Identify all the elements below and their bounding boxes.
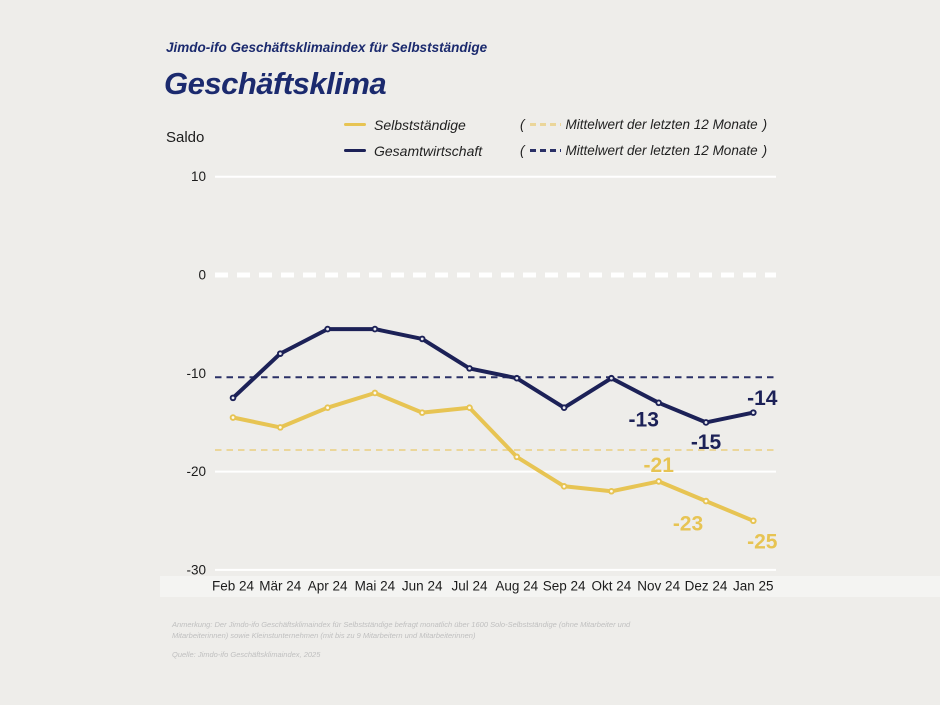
legend-item-selbststaendige bbox=[344, 117, 466, 132]
legend-item-gesamtwirtschaft bbox=[344, 143, 482, 158]
value-label: -21 bbox=[643, 453, 674, 477]
value-label: -14 bbox=[747, 387, 778, 411]
data-point-center bbox=[279, 352, 282, 355]
value-label: -25 bbox=[747, 530, 778, 554]
data-point-center bbox=[657, 480, 660, 483]
mean-label: Mittelwert der letzten 12 Monate bbox=[565, 143, 758, 158]
x-tick-label: Feb 24 bbox=[211, 578, 255, 594]
navy-dashed-swatch bbox=[530, 149, 561, 152]
x-tick-label: Nov 24 bbox=[637, 578, 681, 594]
data-point-center bbox=[232, 416, 235, 419]
footnote: Anmerkung: Der Jimdo-ifo Geschäftsklimaindex für Selbstständige befragt monatlich über 1600 Solo-Selbstständige (ohne Mitarbeiter und Mitarbeiterinnen) sowie Kleinstunternehmen (mit bis zu 9 Mitarbeitern und Mitarbeiterinnen) bbox=[172, 620, 631, 640]
paren-close: ) bbox=[762, 117, 768, 132]
x-tick-label: Dez 24 bbox=[684, 578, 728, 594]
data-point-center bbox=[326, 328, 329, 331]
value-label: -15 bbox=[690, 430, 722, 454]
yellow-line-swatch bbox=[344, 123, 366, 127]
x-tick-label: Jul 24 bbox=[451, 578, 488, 594]
x-tick-label: Apr 24 bbox=[307, 578, 348, 594]
x-tick-label: Sep 24 bbox=[542, 578, 586, 594]
mean-label: Mittelwert der letzten 12 Monate bbox=[565, 117, 758, 132]
navy-line-swatch bbox=[344, 149, 366, 153]
data-point-center bbox=[563, 485, 566, 488]
paren-open: ( bbox=[520, 143, 525, 158]
data-point-center bbox=[610, 377, 613, 380]
data-point-center bbox=[468, 406, 471, 409]
data-point-center bbox=[657, 401, 660, 404]
series-line-selbstständige bbox=[233, 393, 753, 521]
data-point-center bbox=[374, 328, 377, 331]
data-point-center bbox=[563, 406, 566, 409]
kicker: Jimdo-ifo Geschäftsklimaindex für Selbstständige bbox=[166, 40, 488, 55]
y-tick-label: -10 bbox=[186, 365, 206, 381]
value-label: -23 bbox=[672, 512, 704, 536]
data-point-center bbox=[421, 337, 424, 340]
data-point-center bbox=[752, 519, 755, 522]
yellow-dashed-swatch bbox=[530, 123, 561, 126]
y-tick-label: -30 bbox=[186, 562, 206, 578]
paren-close: ) bbox=[762, 143, 768, 158]
y-tick-label: -20 bbox=[186, 464, 206, 480]
paren-open: ( bbox=[520, 117, 525, 132]
x-tick-label: Okt 24 bbox=[591, 578, 632, 594]
data-point-center bbox=[232, 396, 235, 399]
x-tick-label: Jun 24 bbox=[401, 578, 443, 594]
data-point-center bbox=[705, 500, 708, 503]
legend-mean-selbststaendige bbox=[520, 117, 767, 132]
x-tick-label: Jan 25 bbox=[733, 578, 774, 594]
data-point-center bbox=[468, 367, 471, 370]
x-tick-label: Aug 24 bbox=[495, 578, 539, 594]
data-point-center bbox=[515, 455, 518, 458]
series-line-gesamtwirtschaft bbox=[233, 329, 753, 422]
value-label: -13 bbox=[628, 408, 659, 432]
data-point-center bbox=[705, 421, 708, 424]
data-point-center bbox=[610, 490, 613, 493]
y-axis-title: Saldo bbox=[166, 129, 205, 146]
data-point-center bbox=[752, 411, 755, 414]
data-point-center bbox=[326, 406, 329, 409]
data-point-center bbox=[279, 426, 282, 429]
data-point-center bbox=[515, 377, 518, 380]
legend-label-selbststaendige: Selbstständige bbox=[374, 116, 466, 133]
y-tick-label: 0 bbox=[198, 267, 206, 283]
legend-label-gesamtwirtschaft: Gesamtwirtschaft bbox=[374, 142, 483, 159]
source-note: Quelle: Jimdo-ifo Geschäftsklimaindex, 2025 bbox=[172, 650, 321, 659]
x-tick-label: Mai 24 bbox=[354, 578, 396, 594]
data-point-center bbox=[421, 411, 424, 414]
page-title: Geschäftsklima bbox=[164, 66, 387, 101]
y-tick-label: 10 bbox=[190, 169, 206, 185]
data-point-center bbox=[374, 392, 377, 395]
legend-mean-gesamtwirtschaft bbox=[520, 143, 767, 158]
x-tick-label: Mär 24 bbox=[259, 578, 302, 594]
